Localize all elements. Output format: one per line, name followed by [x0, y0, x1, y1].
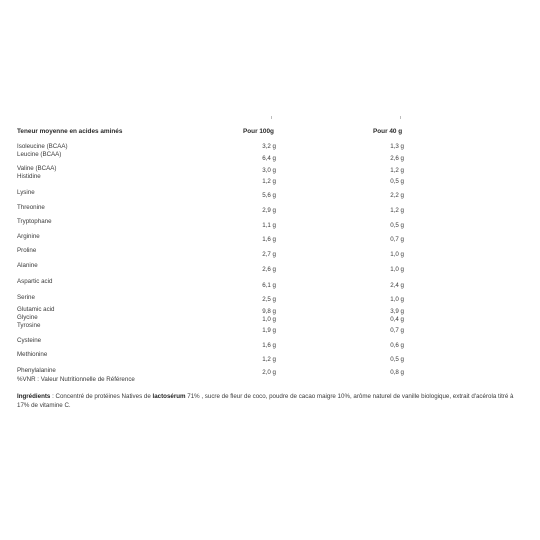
column-tick — [400, 116, 401, 119]
amino-acid-name: Methionine — [17, 351, 48, 358]
ingredients-bold: lactosérum — [152, 393, 186, 400]
amino-acid-name: Alanine — [17, 262, 38, 269]
ingredients-label: Ingrédients — [17, 393, 51, 400]
amino-acid-name: Phenylalanine — [17, 367, 56, 374]
value-per-100g: 6,4 g — [262, 155, 276, 162]
amino-acid-name: Isoleucine (BCAA) — [17, 143, 68, 150]
amino-acid-name: Histidine — [17, 173, 41, 180]
value-per-40g: 1,0 g — [390, 251, 404, 258]
amino-acid-name: Tryptophane — [17, 218, 52, 225]
value-per-100g: 1,2 g — [262, 178, 276, 185]
value-per-40g: 2,4 g — [390, 282, 404, 289]
value-per-40g: 0,6 g — [390, 342, 404, 349]
ingredients-part1: : Concentré de protéines Natives de — [50, 393, 153, 400]
value-per-100g: 5,6 g — [262, 192, 276, 199]
value-per-100g: 1,6 g — [262, 236, 276, 243]
value-per-40g: 0,4 g — [390, 316, 404, 323]
value-per-40g: 2,2 g — [390, 192, 404, 199]
amino-acid-name: Threonine — [17, 204, 45, 211]
value-per-100g: 2,7 g — [262, 251, 276, 258]
column-tick — [271, 116, 272, 119]
value-per-40g: 1,0 g — [390, 266, 404, 273]
value-per-100g: 1,6 g — [262, 342, 276, 349]
ingredients-part2: 71% , sucre de fleur de coco, poudre de cacao maigre 10%, arôme naturel de vanille biologique, extrait d'acérola titré à 17% de vitamine C. — [17, 393, 514, 410]
value-per-100g: 2,9 g — [262, 207, 276, 214]
amino-acid-name: Aspartic acid — [17, 278, 53, 285]
value-per-40g: 1,0 g — [390, 296, 404, 303]
value-per-100g: 6,1 g — [262, 282, 276, 289]
amino-acid-name: Arginine — [17, 233, 40, 240]
table-title: Teneur moyenne en acides aminés — [17, 128, 123, 135]
value-per-40g: 3,9 g — [390, 308, 404, 315]
value-per-100g: 3,0 g — [262, 167, 276, 174]
value-per-40g: 0,5 g — [390, 178, 404, 185]
amino-acid-name: Cysteine — [17, 337, 42, 344]
amino-acid-name: Proline — [17, 247, 37, 254]
value-per-40g: 1,2 g — [390, 167, 404, 174]
value-per-100g: 1,1 g — [262, 222, 276, 229]
column-header-100g: Pour 100g — [243, 128, 274, 135]
amino-acid-name: Lysine — [17, 189, 35, 196]
value-per-100g: 1,2 g — [262, 356, 276, 363]
value-per-40g: 1,3 g — [390, 143, 404, 150]
value-per-100g: 9,8 g — [262, 308, 276, 315]
footnote: %VNR : Valeur Nutritionnelle de Référence — [17, 376, 135, 383]
value-per-40g: 0,8 g — [390, 369, 404, 376]
value-per-100g: 2,0 g — [262, 369, 276, 376]
value-per-100g: 2,6 g — [262, 266, 276, 273]
value-per-100g: 2,5 g — [262, 296, 276, 303]
value-per-40g: 0,7 g — [390, 327, 404, 334]
value-per-40g: 0,5 g — [390, 222, 404, 229]
amino-acid-name: Tyrosine — [17, 322, 41, 329]
value-per-40g: 2,6 g — [390, 155, 404, 162]
amino-acid-name: Glycine — [17, 314, 38, 321]
value-per-100g: 1,9 g — [262, 327, 276, 334]
amino-acid-name: Valine (BCAA) — [17, 165, 57, 172]
value-per-40g: 0,7 g — [390, 236, 404, 243]
value-per-40g: 1,2 g — [390, 207, 404, 214]
amino-acid-name: Leucine (BCAA) — [17, 151, 62, 158]
column-header-40g: Pour 40 g — [373, 128, 403, 135]
value-per-100g: 3,2 g — [262, 143, 276, 150]
value-per-100g: 1,0 g — [262, 316, 276, 323]
amino-acid-name: Glutamic acid — [17, 306, 55, 313]
ingredients-text — [17, 392, 527, 410]
value-per-40g: 0,5 g — [390, 356, 404, 363]
amino-acid-name: Serine — [17, 294, 35, 301]
